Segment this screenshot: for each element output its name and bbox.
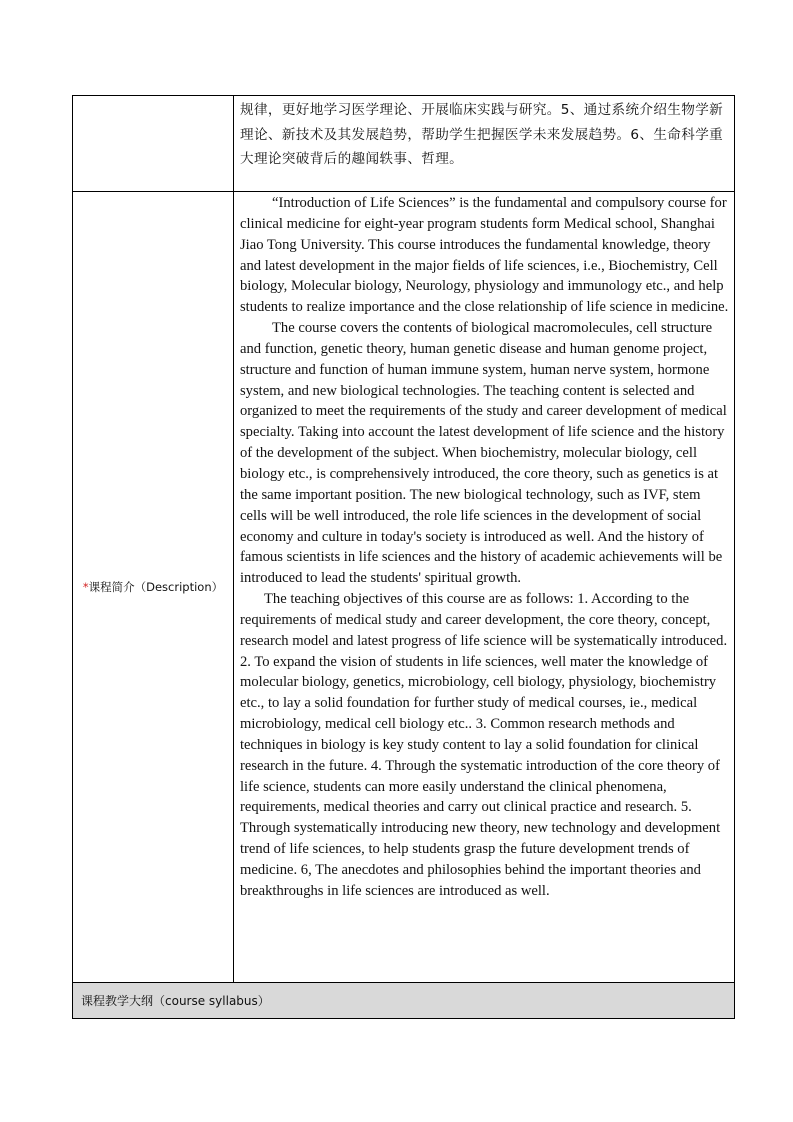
description-paragraph-1: “Introduction of Life Sciences” is the fundamental and compulsory course for clinical medicine for eight-year program students form Medical school, Shanghai Jiao Tong University. This course introduces the fundamental knowledge, theory and latest development in the major fields of life sciences, i.e., Biochemistry, Cell biology, Molecular biology, Neurology, physiology and immunology etc., and help students to realize importance and the close relationship of life science in medicine. xyxy=(240,195,729,316)
description-paragraph-2: The course covers the contents of biological macromolecules, cell structure and function, genetic theory, human genetic disease and human genome project, structure and function of human immune system, human nerve system, hormone system, and new biological technologies. The teaching content is selected and organized to meet the requirements of the study and career development of medical specialty. Taking into account the latest development of life science and the history of the development of the subject. When biochemistry, molecular biology, cell biology etc., is comprehensively introduced, the core theory, such as genetics is at the same important position. The new biological technology, such as IVF, stem cells will be well introduced, the role life sciences in the development of social economy and culture in today's society is introduced as well. And the history of famous scientists in life sciences and the history of academic achievements will be introduced to lead the students' spiritual growth. xyxy=(240,320,727,587)
objectives-continued-text: 规律，更好地学习医学理论、开展临床实践与研究。5、通过系统介绍生物学新理论、新技术及其发展趋势，帮助学生把握医学未来发展趋势。6、生命科学重大理论突破背后的趣闻轶事、哲理。 xyxy=(240,102,724,167)
syllabus-header-row xyxy=(73,983,735,1019)
objectives-continued-row xyxy=(73,96,735,192)
objectives-continued-cell xyxy=(234,96,735,192)
empty-label-cell xyxy=(73,96,234,192)
description-text xyxy=(234,192,734,902)
description-content-cell xyxy=(234,192,735,983)
required-mark: * xyxy=(82,580,89,594)
course-info-table xyxy=(72,95,735,1019)
description-label: 课程简介（Description） xyxy=(88,580,224,594)
description-paragraph-3: The teaching objectives of this course are as follows: 1. According to the requirements of medical study and career development, the core theory, concept, research model and latest progress of life science will be systematically introduced. 2. To expand the vision of students in life sciences, well mater the knowledge of molecular biology, genetics, microbiology, cell biology, physiology, biochemistry etc., to lay a solid foundation for further study of medical courses, ie., medical microbiology, medical cell biology etc.. 3. Common research methods and techniques in biology is key study content to lay a solid foundation for clinical research in the future. 4. Through the systematic introduction of the core theory of life science, students can more easily understand the clinical phenomena, requirements, medical theories and carry out clinical practice and research. 5. Through systematically introducing new theory, new technology and development trend of life sciences, to help students grasp the future development trends of medicine. 6, The anecdotes and philosophies behind the important theories and breakthroughs in life sciences are introduced as well. xyxy=(240,591,728,899)
syllabus-header: 课程教学大纲（course syllabus） xyxy=(73,983,735,1019)
description-label-cell xyxy=(73,192,234,983)
description-row xyxy=(73,192,735,983)
